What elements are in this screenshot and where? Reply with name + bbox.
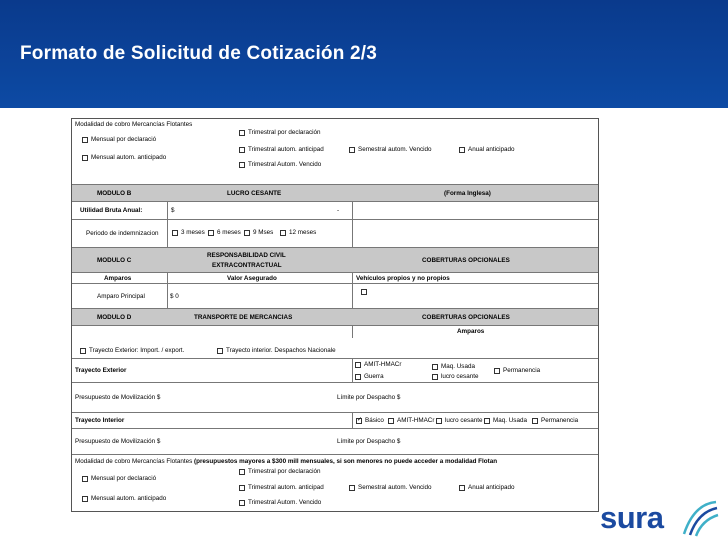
section-heading-flotantes: Modalidad de cobro Mercancías Flotantes (presupuestos mayores a $300 mill mensuales, si son menores no puede acceder a modalidad Flotan: [75, 458, 498, 465]
checkbox[interactable]: [172, 230, 178, 236]
option-9-meses[interactable]: 9 Mses: [244, 229, 273, 236]
checkbox[interactable]: [239, 485, 245, 491]
checkbox[interactable]: [484, 418, 490, 424]
section-modalidad-cobro: [72, 119, 598, 185]
checkbox[interactable]: [239, 130, 245, 136]
modulo-b-subject: LUCRO CESANTE: [227, 189, 282, 197]
checkbox[interactable]: [82, 137, 88, 143]
trayecto-interior-label: Trayecto Interior: [75, 417, 125, 424]
checkbox[interactable]: [355, 362, 361, 368]
amparo-principal-row: [72, 284, 598, 309]
checkbox[interactable]: [217, 348, 223, 354]
trayecto-options-row: [72, 326, 598, 359]
amparos-d-heading: Amparos: [457, 328, 485, 335]
option-trimestral-vencido[interactable]: Trimestral Autom. Vencido: [239, 161, 321, 168]
amparo-principal-value[interactable]: $ 0: [170, 292, 179, 300]
utilidad-value[interactable]: $: [171, 207, 175, 214]
option-12-meses[interactable]: 12 meses: [280, 229, 316, 236]
checkbox-checked[interactable]: [356, 418, 362, 424]
section-heading: Modalidad de cobro Mercancías Flotantes: [75, 121, 193, 128]
option-3-meses[interactable]: 3 meses: [172, 229, 205, 236]
option-trimestral-declaracion[interactable]: Trimestral por declaración: [239, 129, 321, 136]
option-mensual-declaracion-2[interactable]: Mensual por declaració: [82, 475, 156, 482]
option-semestral-vencido-2[interactable]: Semestral autom. Vencido: [349, 484, 432, 491]
limite-interior[interactable]: Límite por Despacho $: [337, 438, 401, 445]
checkbox[interactable]: [244, 230, 250, 236]
option-anual-anticipado[interactable]: Anual anticipado: [459, 146, 515, 153]
option-trimestral-vencido-2[interactable]: Trimestral Autom. Vencido: [239, 499, 321, 506]
utilidad-label: Utilidad Bruta Anual:: [80, 207, 143, 214]
modulo-d-subject: TRANSPORTE DE MERCANCIAS: [194, 313, 293, 321]
checkbox[interactable]: [432, 374, 438, 380]
option-basico[interactable]: ✓ Básico: [356, 417, 384, 424]
checkbox[interactable]: [280, 230, 286, 236]
modulo-c-subject-line2: EXTRACONTRACTUAL: [212, 262, 282, 269]
amparos-heading: Amparos: [104, 274, 132, 282]
limite-exterior[interactable]: Límite por Despacho $: [337, 394, 401, 401]
checkbox[interactable]: [239, 147, 245, 153]
checkbox[interactable]: [436, 418, 442, 424]
trayecto-interior-row: [72, 413, 598, 429]
checkbox[interactable]: [208, 230, 214, 236]
checkbox[interactable]: [82, 496, 88, 502]
option-trimestral-declaracion-2[interactable]: Trimestral por declaración: [239, 468, 321, 475]
periodo-label: Periodo de indemnizacion: [86, 230, 159, 237]
checkbox[interactable]: [355, 374, 361, 380]
option-maq-usada[interactable]: Maq. Usada: [432, 363, 475, 370]
checkbox[interactable]: [459, 485, 465, 491]
modulo-c-columns: [72, 273, 598, 284]
option-lucro-cesante[interactable]: lucro cesante: [432, 373, 478, 380]
valor-asegurado-heading: Valor Asegurado: [227, 274, 277, 282]
presupuesto-exterior[interactable]: Presupuesto de Movilización $: [75, 394, 161, 401]
checkbox[interactable]: [239, 469, 245, 475]
checkbox[interactable]: [80, 348, 86, 354]
modulo-c-coberturas: COBERTURAS OPCIONALES: [422, 256, 510, 264]
sura-logo-mark-icon: [680, 498, 720, 538]
vehiculos-heading: Vehículos propios y no propios: [356, 274, 450, 282]
checkbox[interactable]: [459, 147, 465, 153]
sura-logo: [600, 498, 720, 538]
trayecto-exterior-label: Trayecto Exterior: [75, 367, 127, 374]
checkbox[interactable]: [432, 364, 438, 370]
amparo-principal-label: Amparo Principal: [97, 292, 145, 300]
option-trimestral-anticipado[interactable]: Trimestral autom. anticipad: [239, 146, 324, 153]
modulo-d-header: [72, 309, 598, 326]
modulo-c-name: MODULO C: [97, 256, 132, 264]
modulo-b-form-type: (Forma Inglesa): [444, 189, 491, 197]
title-banner: [0, 0, 728, 108]
option-permanencia-interior[interactable]: Permanencia: [532, 417, 578, 424]
option-mensual-declaracion[interactable]: Mensual por declaració: [82, 136, 156, 143]
option-mensual-anticipado-2[interactable]: Mensual autom. anticipado: [82, 495, 166, 502]
option-lucro-cesante-interior[interactable]: lucro cesante: [436, 417, 482, 424]
checkbox[interactable]: [239, 162, 245, 168]
option-trayecto-interior[interactable]: Trayecto interior. Despachos Nacionale: [217, 347, 336, 354]
modulo-d-coberturas: COBERTURAS OPCIONALES: [422, 313, 510, 321]
option-mensual-anticipado[interactable]: Mensual autom. anticipado: [82, 154, 166, 161]
modulo-d-name: MODULO D: [97, 313, 132, 321]
modulo-b-name: MODULO B: [97, 189, 132, 197]
checkbox[interactable]: [494, 368, 500, 374]
checkbox[interactable]: [82, 476, 88, 482]
checkbox[interactable]: [532, 418, 538, 424]
presupuesto-interior[interactable]: Presupuesto de Movilización $: [75, 438, 161, 445]
quote-request-form: [71, 118, 599, 512]
modulo-c-subject-line1: RESPONSABILIDAD CIVIL: [207, 252, 286, 259]
presupuesto-exterior-row: [72, 383, 598, 413]
option-amit-hmacr-interior[interactable]: AMIT-HMACr: [388, 417, 434, 424]
option-trimestral-anticipado-2[interactable]: Trimestral autom. anticipad: [239, 484, 324, 491]
section-modalidad-cobro-flotantes: [72, 455, 598, 511]
option-maq-usada-interior[interactable]: Maq. Usada: [484, 417, 527, 424]
presupuesto-interior-row: [72, 429, 598, 455]
utilidad-dash: -: [337, 207, 340, 214]
option-amit-hmacr[interactable]: AMIT-HMACr: [355, 361, 401, 368]
option-semestral-vencido[interactable]: Semestral autom. Vencido: [349, 146, 432, 153]
modulo-c-header: [72, 248, 598, 273]
checkbox[interactable]: [349, 147, 355, 153]
utilidad-bruta-row: [72, 202, 598, 220]
option-6-meses[interactable]: 6 meses: [208, 229, 241, 236]
periodo-indemnizacion-row: [72, 220, 598, 248]
modulo-b-header: [72, 185, 598, 202]
option-permanencia[interactable]: Permanencia: [494, 367, 540, 374]
checkbox[interactable]: [82, 155, 88, 161]
trayecto-exterior-row: [72, 359, 598, 383]
vehiculos-checkbox[interactable]: [361, 289, 367, 295]
sura-logo-text: sura: [600, 500, 664, 535]
option-trayecto-exterior[interactable]: Trayecto Exterior: Import. / export.: [80, 347, 184, 354]
checkbox[interactable]: [239, 500, 245, 506]
option-anual-anticipado-2[interactable]: Anual anticipado: [459, 484, 515, 491]
option-guerra[interactable]: Guerra: [355, 373, 384, 380]
slide-title: Formato de Solicitud de Cotización 2/3: [20, 43, 378, 64]
checkbox[interactable]: [388, 418, 394, 424]
checkbox[interactable]: [349, 485, 355, 491]
